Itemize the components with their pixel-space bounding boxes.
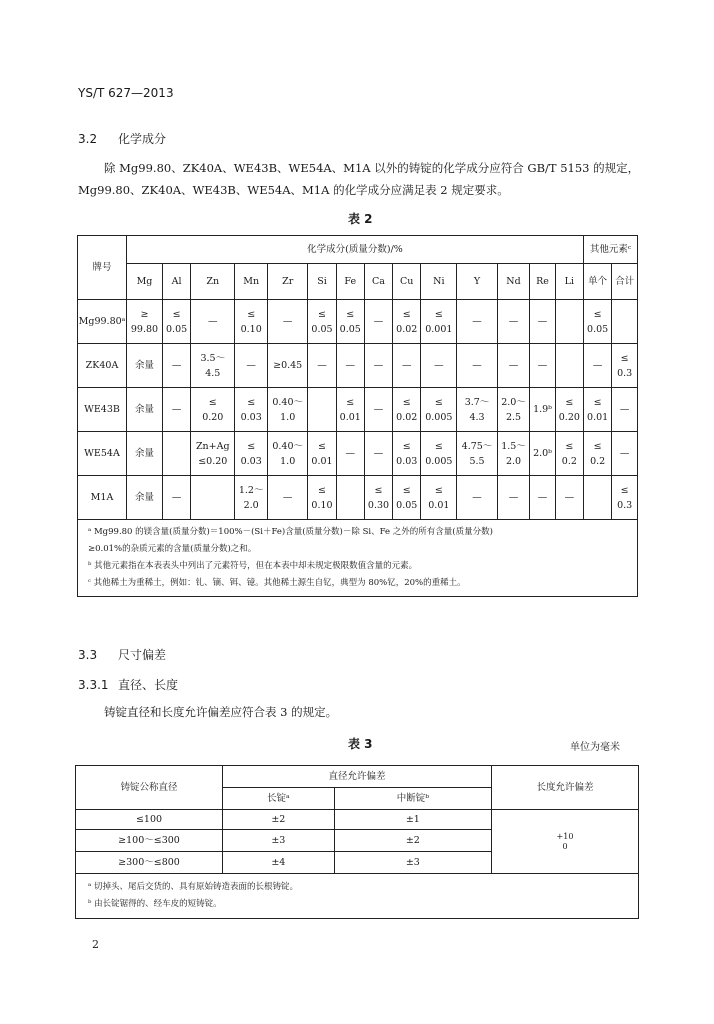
value-cell: ≤ 0.02 [393, 388, 421, 432]
value-cell: — [497, 300, 530, 344]
value-cell: ≥0.45 [268, 344, 308, 388]
table-row [78, 432, 638, 476]
grade-cell: ZK40A [78, 344, 127, 388]
header-nominal-diameter: 铸锭公称直径 [76, 766, 223, 810]
table-row [78, 344, 638, 388]
footnote-b: ᵇ 由长锭锯得的、经车皮的短铸锭。 [88, 899, 222, 909]
value-cell: ≤ 0.005 [421, 432, 457, 476]
value-cell: — [457, 344, 497, 388]
value-cell: ≤ 0.03 [235, 432, 268, 476]
value-cell: ≤ 0.001 [421, 300, 457, 344]
value-cell: 余量 [127, 432, 163, 476]
value-cell: ≤ 0.3 [612, 344, 638, 388]
section-number: 3.3.1 [78, 678, 109, 692]
value-cell: — [162, 388, 190, 432]
header-mn: Mn [235, 264, 268, 300]
header-y: Y [457, 264, 497, 300]
value-cell: Zn+Ag ≤0.20 [191, 432, 235, 476]
value-cell [583, 476, 611, 520]
value-cell: ≤ 0.20 [191, 388, 235, 432]
header-ni: Ni [421, 264, 457, 300]
value-cell [555, 300, 583, 344]
value-cell: 余量 [127, 388, 163, 432]
value-cell: ≥ 99.80 [127, 300, 163, 344]
long-cell: ±3 [223, 830, 335, 852]
table2-footnotes [78, 520, 638, 597]
footnote-a-cont: ≥0.01%的杂质元素的含量(质量分数)之和。 [88, 544, 257, 554]
section-3-3-1-heading [78, 676, 178, 693]
footnote-a: ᵃ 切掉头、尾后交货的、具有原始铸造表面的长根铸锭。 [88, 882, 298, 892]
nominal-cell: ≥300～≤800 [76, 852, 223, 874]
value-cell: ≤ 0.2 [555, 432, 583, 476]
length-upper: +10 [556, 831, 574, 841]
value-cell: ≤ 0.05 [583, 300, 611, 344]
value-cell [555, 344, 583, 388]
footnote-a: ᵃ Mg99.80 的镁含量(质量分数)＝100%－(Si＋Fe)含量(质量分数)－除 Si、Fe 之外的所有含量(质量分数) [88, 527, 493, 537]
value-cell: — [162, 476, 190, 520]
value-cell: — [555, 476, 583, 520]
value-cell: ≤ 0.10 [235, 300, 268, 344]
paragraph-line-2: Mg99.80、ZK40A、WE43B、WE54A、M1A 的化学成分应满足表 2 规定要求。 [78, 183, 509, 197]
section-number: 3.2 [78, 132, 98, 146]
value-cell: ≤ 0.2 [583, 432, 611, 476]
header-zr: Zr [268, 264, 308, 300]
value-cell: — [308, 344, 336, 388]
table-row [78, 476, 638, 520]
paragraph-table3-intro: 铸锭直径和长度允许偏差应符合表 3 的规定。 [104, 705, 338, 719]
value-cell: ≤ 0.01 [421, 476, 457, 520]
value-cell: 余量 [127, 344, 163, 388]
grade-cell: WE54A [78, 432, 127, 476]
nominal-cell: ≤100 [76, 810, 223, 830]
value-cell: — [268, 300, 308, 344]
standard-header: YS/T 627—2013 [78, 86, 174, 100]
header-fe: Fe [336, 264, 364, 300]
page-number: 2 [92, 938, 99, 951]
header-li: Li [555, 264, 583, 300]
value-cell: 0.40～ 1.0 [268, 388, 308, 432]
value-cell: ≤ 0.05 [336, 300, 364, 344]
value-cell: — [393, 344, 421, 388]
table3-footnotes [76, 874, 639, 919]
value-cell: ≤ 0.05 [162, 300, 190, 344]
value-cell: 4.75～ 5.5 [457, 432, 497, 476]
section-number: 3.3 [78, 648, 98, 662]
header-single: 单个 [583, 264, 611, 300]
value-cell: — [530, 300, 555, 344]
section-title: 尺寸偏差 [118, 648, 167, 662]
value-cell: — [457, 300, 497, 344]
length-deviation-cell [492, 810, 639, 874]
value-cell: 1.5～ 2.0 [497, 432, 530, 476]
value-cell: — [364, 300, 392, 344]
value-cell: 0.40～ 1.0 [268, 432, 308, 476]
value-cell: 3.7～ 4.3 [457, 388, 497, 432]
value-cell: — [191, 300, 235, 344]
value-cell: 1.9ᵇ [530, 388, 555, 432]
value-cell: — [457, 476, 497, 520]
value-cell: — [235, 344, 268, 388]
value-cell: 3.5～ 4.5 [191, 344, 235, 388]
value-cell: ≤ 0.02 [393, 300, 421, 344]
table-row [78, 300, 638, 344]
value-cell: ≤ 0.20 [555, 388, 583, 432]
value-cell [336, 476, 364, 520]
value-cell [191, 476, 235, 520]
value-cell [162, 432, 190, 476]
value-cell: ≤ 0.10 [308, 476, 336, 520]
value-cell: ≤ 0.30 [364, 476, 392, 520]
value-cell [308, 388, 336, 432]
value-cell: 2.0ᵇ [530, 432, 555, 476]
value-cell: — [612, 388, 638, 432]
value-cell: ≤ 0.05 [393, 476, 421, 520]
header-re: Re [530, 264, 555, 300]
value-cell: — [336, 432, 364, 476]
header-long-ingot: 长锭ᵃ [223, 788, 335, 810]
footnote-c: ᶜ 其他稀土为重稀土，例如：钆、镝、铒、镱。其他稀土源生自钇，典型为 80%钇，20%的重稀土。 [88, 578, 466, 588]
value-cell [612, 300, 638, 344]
value-cell: — [530, 476, 555, 520]
value-cell: ≤ 0.05 [308, 300, 336, 344]
header-mg: Mg [127, 264, 163, 300]
chemical-composition-table [77, 235, 638, 597]
value-cell: — [268, 476, 308, 520]
value-cell: — [364, 432, 392, 476]
header-total: 合计 [612, 264, 638, 300]
header-cu: Cu [393, 264, 421, 300]
value-cell: ≤ 0.03 [235, 388, 268, 432]
value-cell: — [364, 388, 392, 432]
long-cell: ±2 [223, 810, 335, 830]
value-cell: ≤ 0.03 [393, 432, 421, 476]
value-cell: — [364, 344, 392, 388]
value-cell: — [497, 476, 530, 520]
table3-caption: 表 3 [348, 737, 373, 751]
value-cell: — [421, 344, 457, 388]
header-grade: 牌号 [78, 236, 127, 300]
section-3-3-heading [78, 646, 166, 663]
header-nd: Nd [497, 264, 530, 300]
table3-unit: 单位为毫米 [570, 742, 620, 753]
short-cell: ±1 [334, 810, 491, 830]
header-ca: Ca [364, 264, 392, 300]
value-cell: — [583, 344, 611, 388]
value-cell: — [612, 432, 638, 476]
paragraph-line-1: 除 Mg99.80、ZK40A、WE43B、WE54A、M1A 以外的铸锭的化学成分应符合 GB/T 5153 的规定， [104, 161, 640, 175]
header-short-ingot: 中断锭ᵇ [334, 788, 491, 810]
header-length-deviation: 长度允许偏差 [492, 766, 639, 810]
grade-cell: Mg99.80ᵃ [78, 300, 127, 344]
table-row [78, 388, 638, 432]
length-lower: 0 [562, 841, 568, 851]
short-cell: ±2 [334, 830, 491, 852]
value-cell: ≤ 0.3 [612, 476, 638, 520]
footnote-b: ᵇ 其他元素指在本表表头中列出了元素符号，但在本表中却未规定极限数值含量的元素。 [88, 561, 418, 571]
value-cell: — [162, 344, 190, 388]
section-3-2-heading [78, 130, 166, 147]
long-cell: ±4 [223, 852, 335, 874]
grade-cell: M1A [78, 476, 127, 520]
header-diameter-deviation: 直径允许偏差 [223, 766, 492, 788]
short-cell: ±3 [334, 852, 491, 874]
value-cell: 余量 [127, 476, 163, 520]
table2-caption: 表 2 [348, 212, 373, 226]
header-other-elements: 其他元素ᶜ [583, 236, 637, 264]
nominal-cell: ≥100～≤300 [76, 830, 223, 852]
header-al: Al [162, 264, 190, 300]
value-cell: 1.2～ 2.0 [235, 476, 268, 520]
header-si: Si [308, 264, 336, 300]
header-composition: 化学成分(质量分数)/% [127, 236, 584, 264]
dimension-deviation-table [75, 765, 639, 919]
value-cell: ≤ 0.01 [583, 388, 611, 432]
section-title: 直径、长度 [118, 678, 179, 692]
value-cell: — [336, 344, 364, 388]
value-cell: 2.0～ 2.5 [497, 388, 530, 432]
section-title: 化学成分 [118, 132, 167, 146]
value-cell: — [530, 344, 555, 388]
value-cell: ≤ 0.01 [336, 388, 364, 432]
grade-cell: WE43B [78, 388, 127, 432]
value-cell: — [497, 344, 530, 388]
value-cell: ≤ 0.01 [308, 432, 336, 476]
value-cell: ≤ 0.005 [421, 388, 457, 432]
header-zn: Zn [191, 264, 235, 300]
